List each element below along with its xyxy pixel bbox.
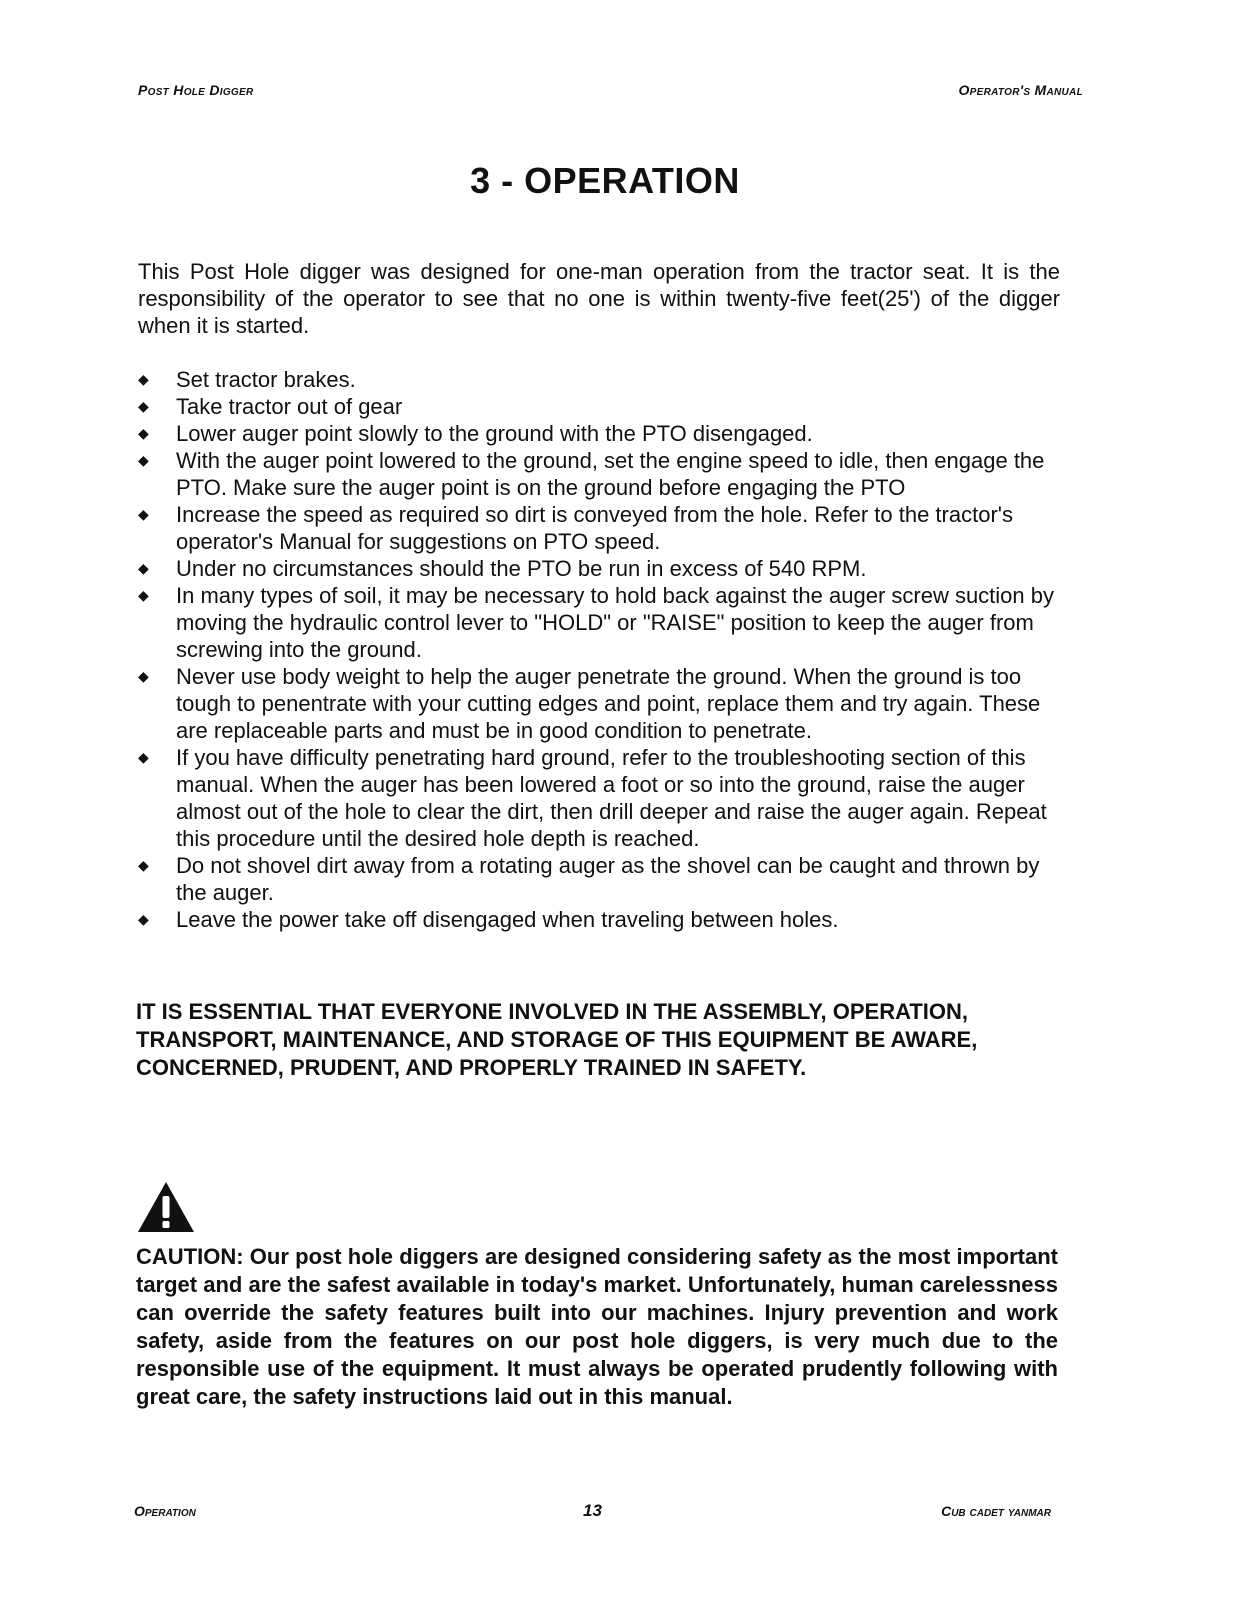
bullet-diamond-icon: ◆ — [138, 587, 149, 603]
bullet-diamond-icon: ◆ — [138, 749, 149, 765]
bullet-diamond-icon: ◆ — [138, 425, 149, 441]
list-item: ◆ Lower auger point slowly to the ground with the PTO disengaged. — [138, 421, 813, 446]
warning-triangle-icon — [136, 1180, 196, 1234]
footer-page-number: 13 — [583, 1501, 602, 1520]
footer-brand: Cub cadet yanmar — [941, 1503, 1051, 1519]
list-item: ◆ Set tractor brakes. — [138, 367, 356, 392]
list-item: ◆ Never use body weight to help the auger penetrate the ground. When the ground is too tough to penentrate with your cutting edges and point, replace them and try again. These are replaceable parts and must be in good condition to penetrate. — [138, 664, 1041, 743]
bullet-diamond-icon: ◆ — [138, 506, 149, 522]
bullet-diamond-icon: ◆ — [138, 452, 149, 468]
list-item: ◆ Do not shovel dirt away from a rotating auger as the shovel can be caught and thrown by the auger. — [138, 853, 1040, 905]
bullet-diamond-icon: ◆ — [138, 857, 149, 873]
bullet-diamond-icon: ◆ — [138, 398, 149, 414]
list-item: ◆ Take tractor out of gear — [138, 394, 403, 419]
bullet-diamond-icon: ◆ — [138, 668, 149, 684]
header-manual-type: Operator's Manual — [958, 82, 1083, 98]
list-item: ◆ Increase the speed as required so dirt is conveyed from the hole. Refer to the tractor's operator's Manual for suggestions on PTO speed. — [138, 502, 1013, 554]
caution-paragraph: CAUTION: Our post hole diggers are designed considering safety as the most important target and are the safest available in today's market. Unfortunately, human carelessness can override the safety features built into our machines. Injury prevention and work safety, aside from the features on our post hole diggers, is very much due to the responsible use of the equipment. It must always be operated prudently following with great care, the safety instructions laid out in this manual. — [136, 1244, 1058, 1409]
bullet-diamond-icon: ◆ — [138, 371, 149, 387]
list-item: ◆ If you have difficulty penetrating hard ground, refer to the troubleshooting section of this manual. When the auger has been lowered a foot or so into the ground, raise the auger almost out of the hole to clear the dirt, then drill deeper and raise the auger again. Repeat this procedure until the desired hole depth is reached. — [138, 745, 1047, 851]
list-item: ◆ Under no circumstances should the PTO be run in excess of 540 RPM. — [138, 556, 867, 581]
header-document-title: Post Hole Digger — [138, 82, 254, 98]
list-item: ◆ With the auger point lowered to the ground, set the engine speed to idle, then engage the PTO. Make sure the auger point is on the ground before engaging the PTO — [138, 448, 1045, 500]
footer-section-name: Operation — [134, 1503, 196, 1519]
safety-essential-notice: IT IS ESSENTIAL THAT EVERYONE INVOLVED IN THE ASSEMBLY, OPERATION, TRANSPORT, MAINTENANCE, AND STORAGE OF THIS EQUIPMENT BE AWARE, CONCERNED, PRUDENT, AND PROPERLY TRAINED IN SAFETY. — [136, 999, 978, 1080]
list-item: ◆ Leave the power take off disengaged when traveling between holes. — [138, 907, 839, 932]
bullet-diamond-icon: ◆ — [138, 560, 149, 576]
list-item: ◆ In many types of soil, it may be necessary to hold back against the auger screw suction by moving the hydraulic control lever to "HOLD" or "RAISE" position to keep the auger from screwing into the ground. — [138, 583, 1055, 662]
intro-paragraph: This Post Hole digger was designed for one-man operation from the tractor seat. It is the responsibility of the operator to see that no one is within twenty-five feet(25') of the digger when it is started. — [138, 259, 1060, 338]
operation-steps-list — [138, 366, 1060, 933]
bullet-diamond-icon: ◆ — [138, 911, 149, 927]
section-title: 3 - OPERATION — [470, 160, 740, 201]
